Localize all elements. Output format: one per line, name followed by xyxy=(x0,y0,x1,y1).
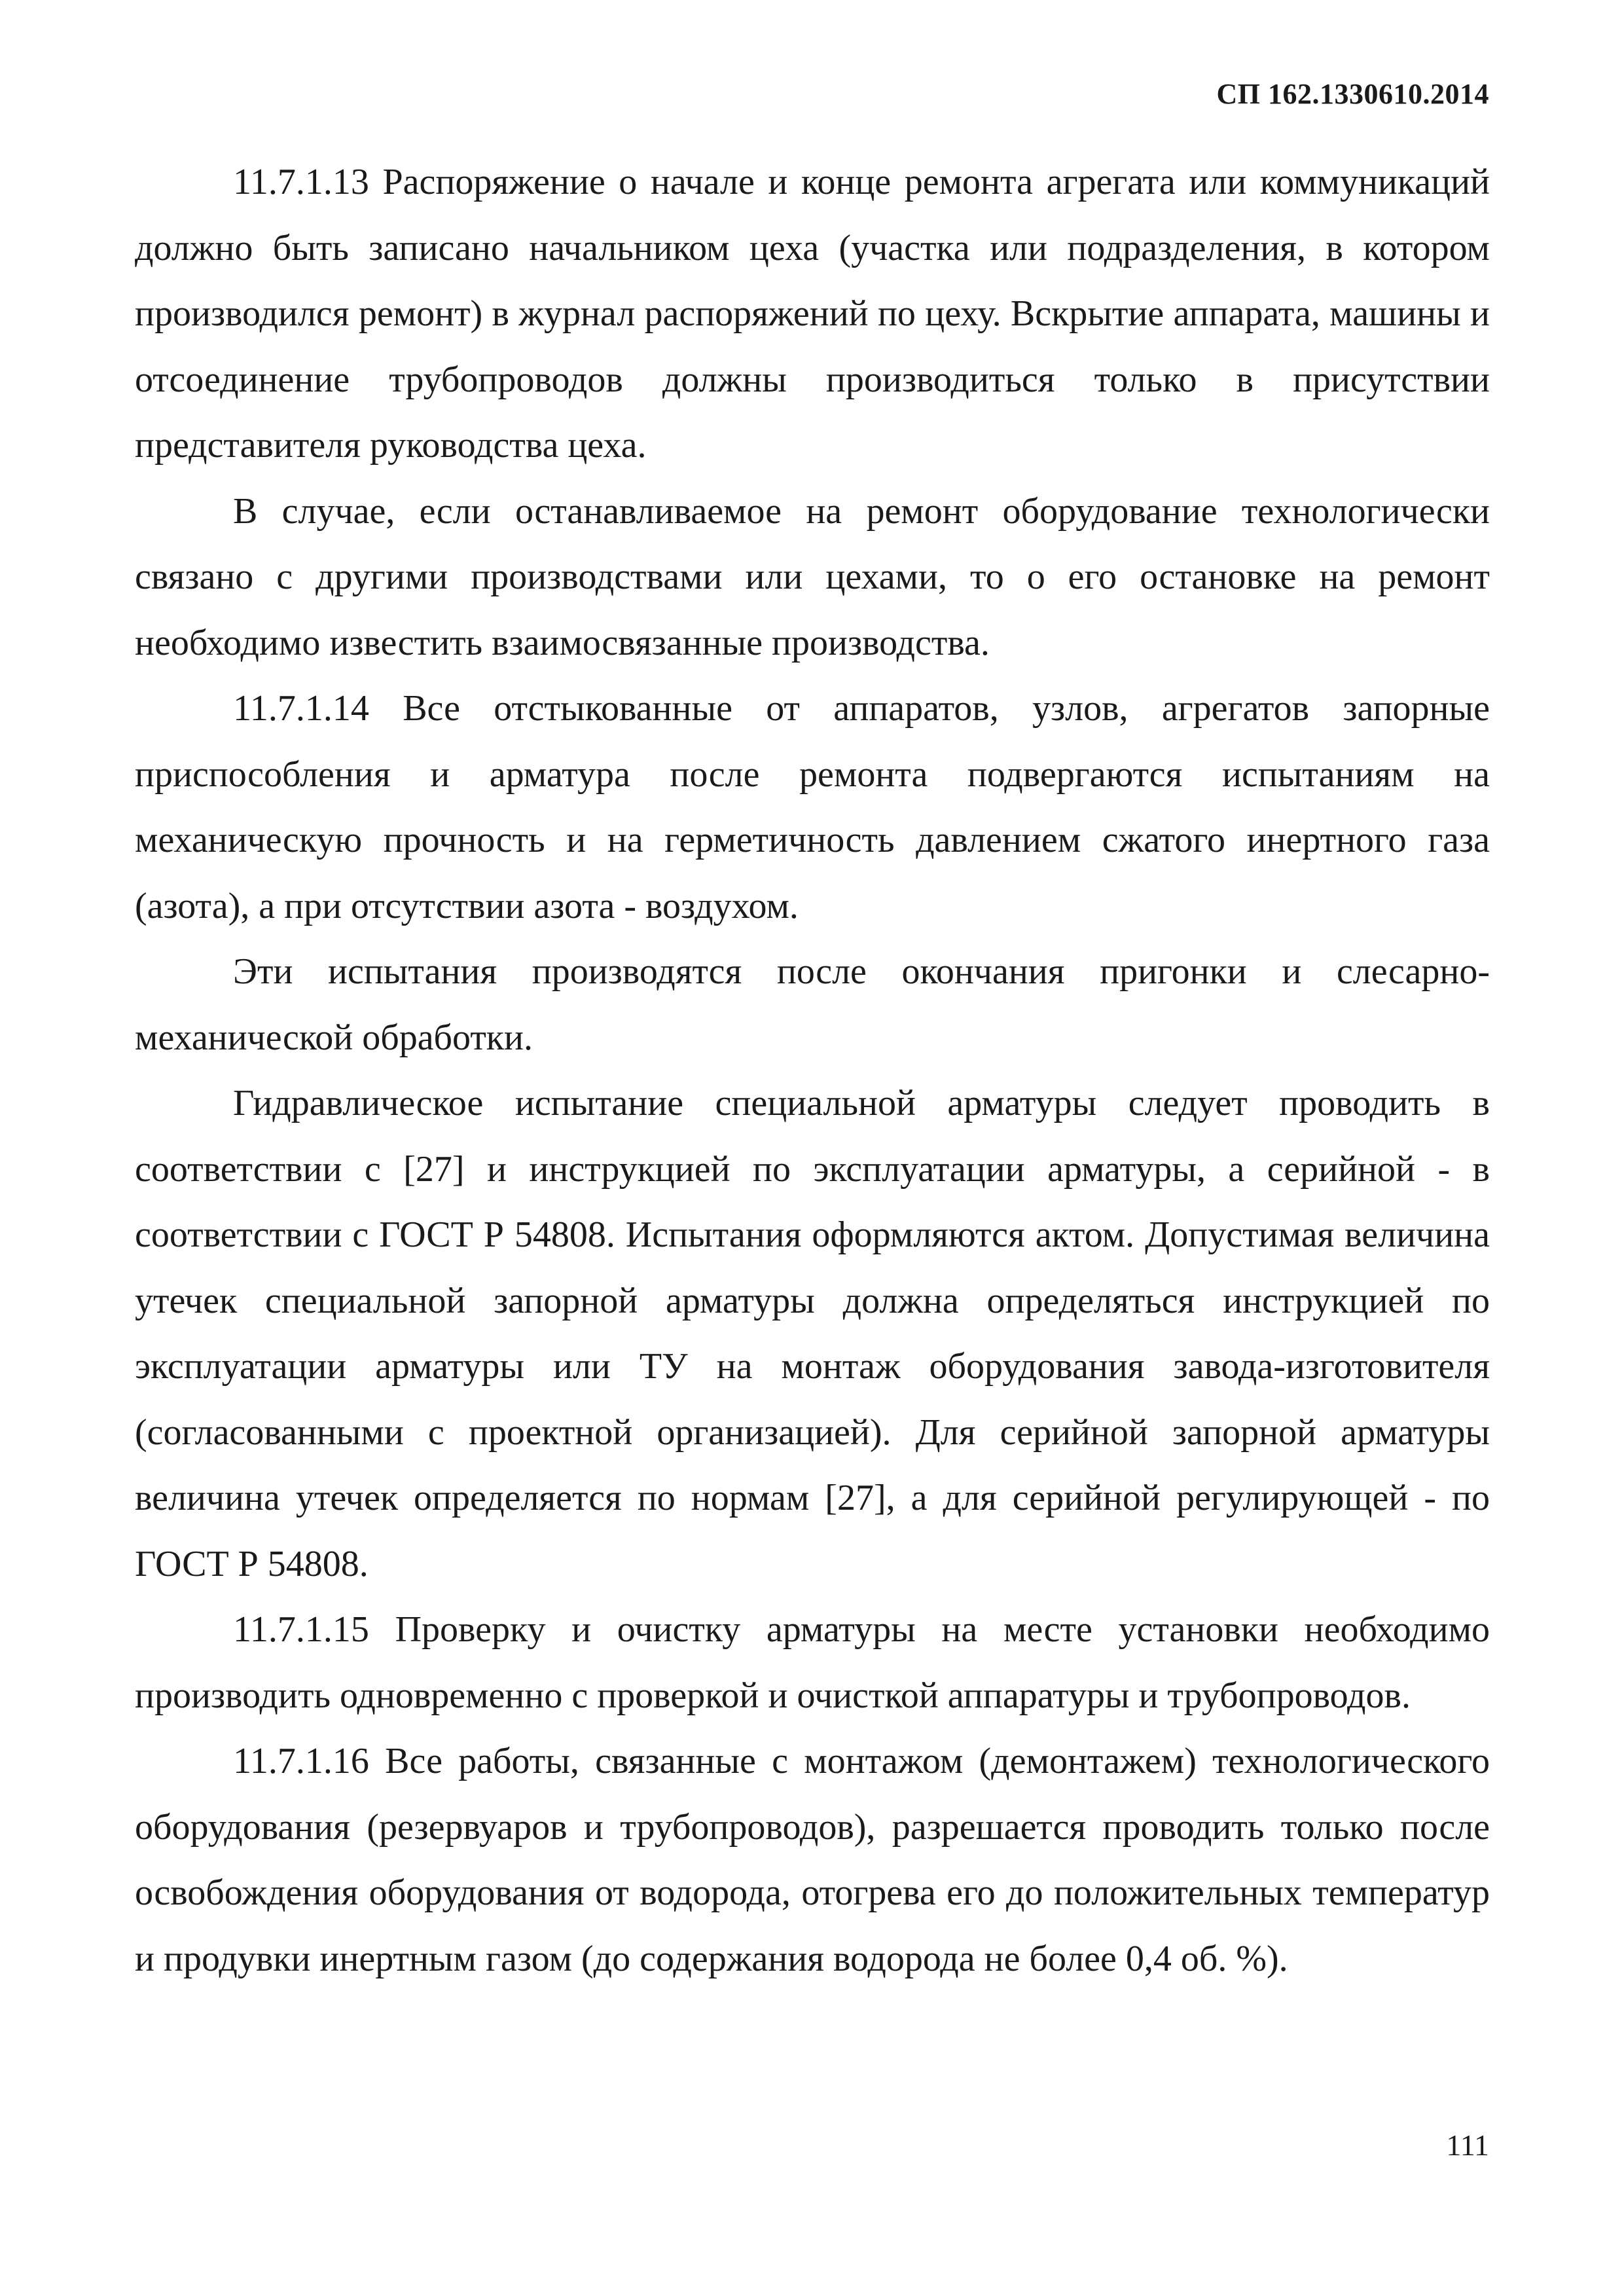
page-number: 111 xyxy=(1446,2128,1489,2162)
paragraph-shutdown-notice: В случае, если останавливаемое на ремонт оборудование технологически связано с другими производствами или цехами, то о его остановке на ремонт необходимо известить взаимосвязанные производства. xyxy=(135,490,1490,663)
document-code: СП 162.1330610.2014 xyxy=(1216,78,1489,110)
paragraph-tests-timing: Эти испытания производятся после окончания пригонки и слесарно-механической обработки. xyxy=(135,951,1490,1058)
paragraph-hydraulic-test: Гидравлическое испытание специальной арматуры следует проводить в соответствии с [27] и инструкцией по эксплуатации арматуры, а серийной - в соответствии с ГОСТ Р 54808. Испытания оформляются актом. Допустимая величина утечек специальной запорной арматуры должна определяться инструкцией по эксплуатации арматуры или ТУ на монтаж оборудования завода-изготовителя (согласованными с проектной организацией). Для серийной запорной арматуры величина утечек определяется по нормам [27], а для серийной регулирующей - по ГОСТ Р 54808. xyxy=(135,1083,1490,1584)
paragraph-11-7-1-15: 11.7.1.15 Проверку и очистку арматуры на месте установки необходимо производить одновременно с проверкой и очисткой аппаратуры и трубопроводов. xyxy=(135,1609,1490,1716)
paragraph-11-7-1-16: 11.7.1.16 Все работы, связанные с монтажом (демонтажем) технологического оборудования (резервуаров и трубопроводов), разрешается проводить только после освобождения оборудования от водорода, отогрева его до положительных температур и продувки инертным газом (до содержания водорода не более 0,4 об. %). xyxy=(135,1741,1490,1979)
document-body xyxy=(135,149,1490,1992)
paragraph-11-7-1-13: 11.7.1.13 Распоряжение о начале и конце ремонта агрегата или коммуникаций должно быть записано начальником цеха (участка или подразделения, в котором производился ремонт) в журнал распоряжений по цеху. Вскрытие аппарата, машины и отсоединение трубопроводов должны производиться только в присутствии представителя руководства цеха. xyxy=(135,162,1490,465)
paragraph-11-7-1-14: 11.7.1.14 Все отстыкованные от аппаратов, узлов, агрегатов запорные приспособления и арматура после ремонта подвергаются испытаниям на механическую прочность и на герметичность давлением сжатого инертного газа (азота), а при отсутствии азота - воздухом. xyxy=(135,688,1490,926)
